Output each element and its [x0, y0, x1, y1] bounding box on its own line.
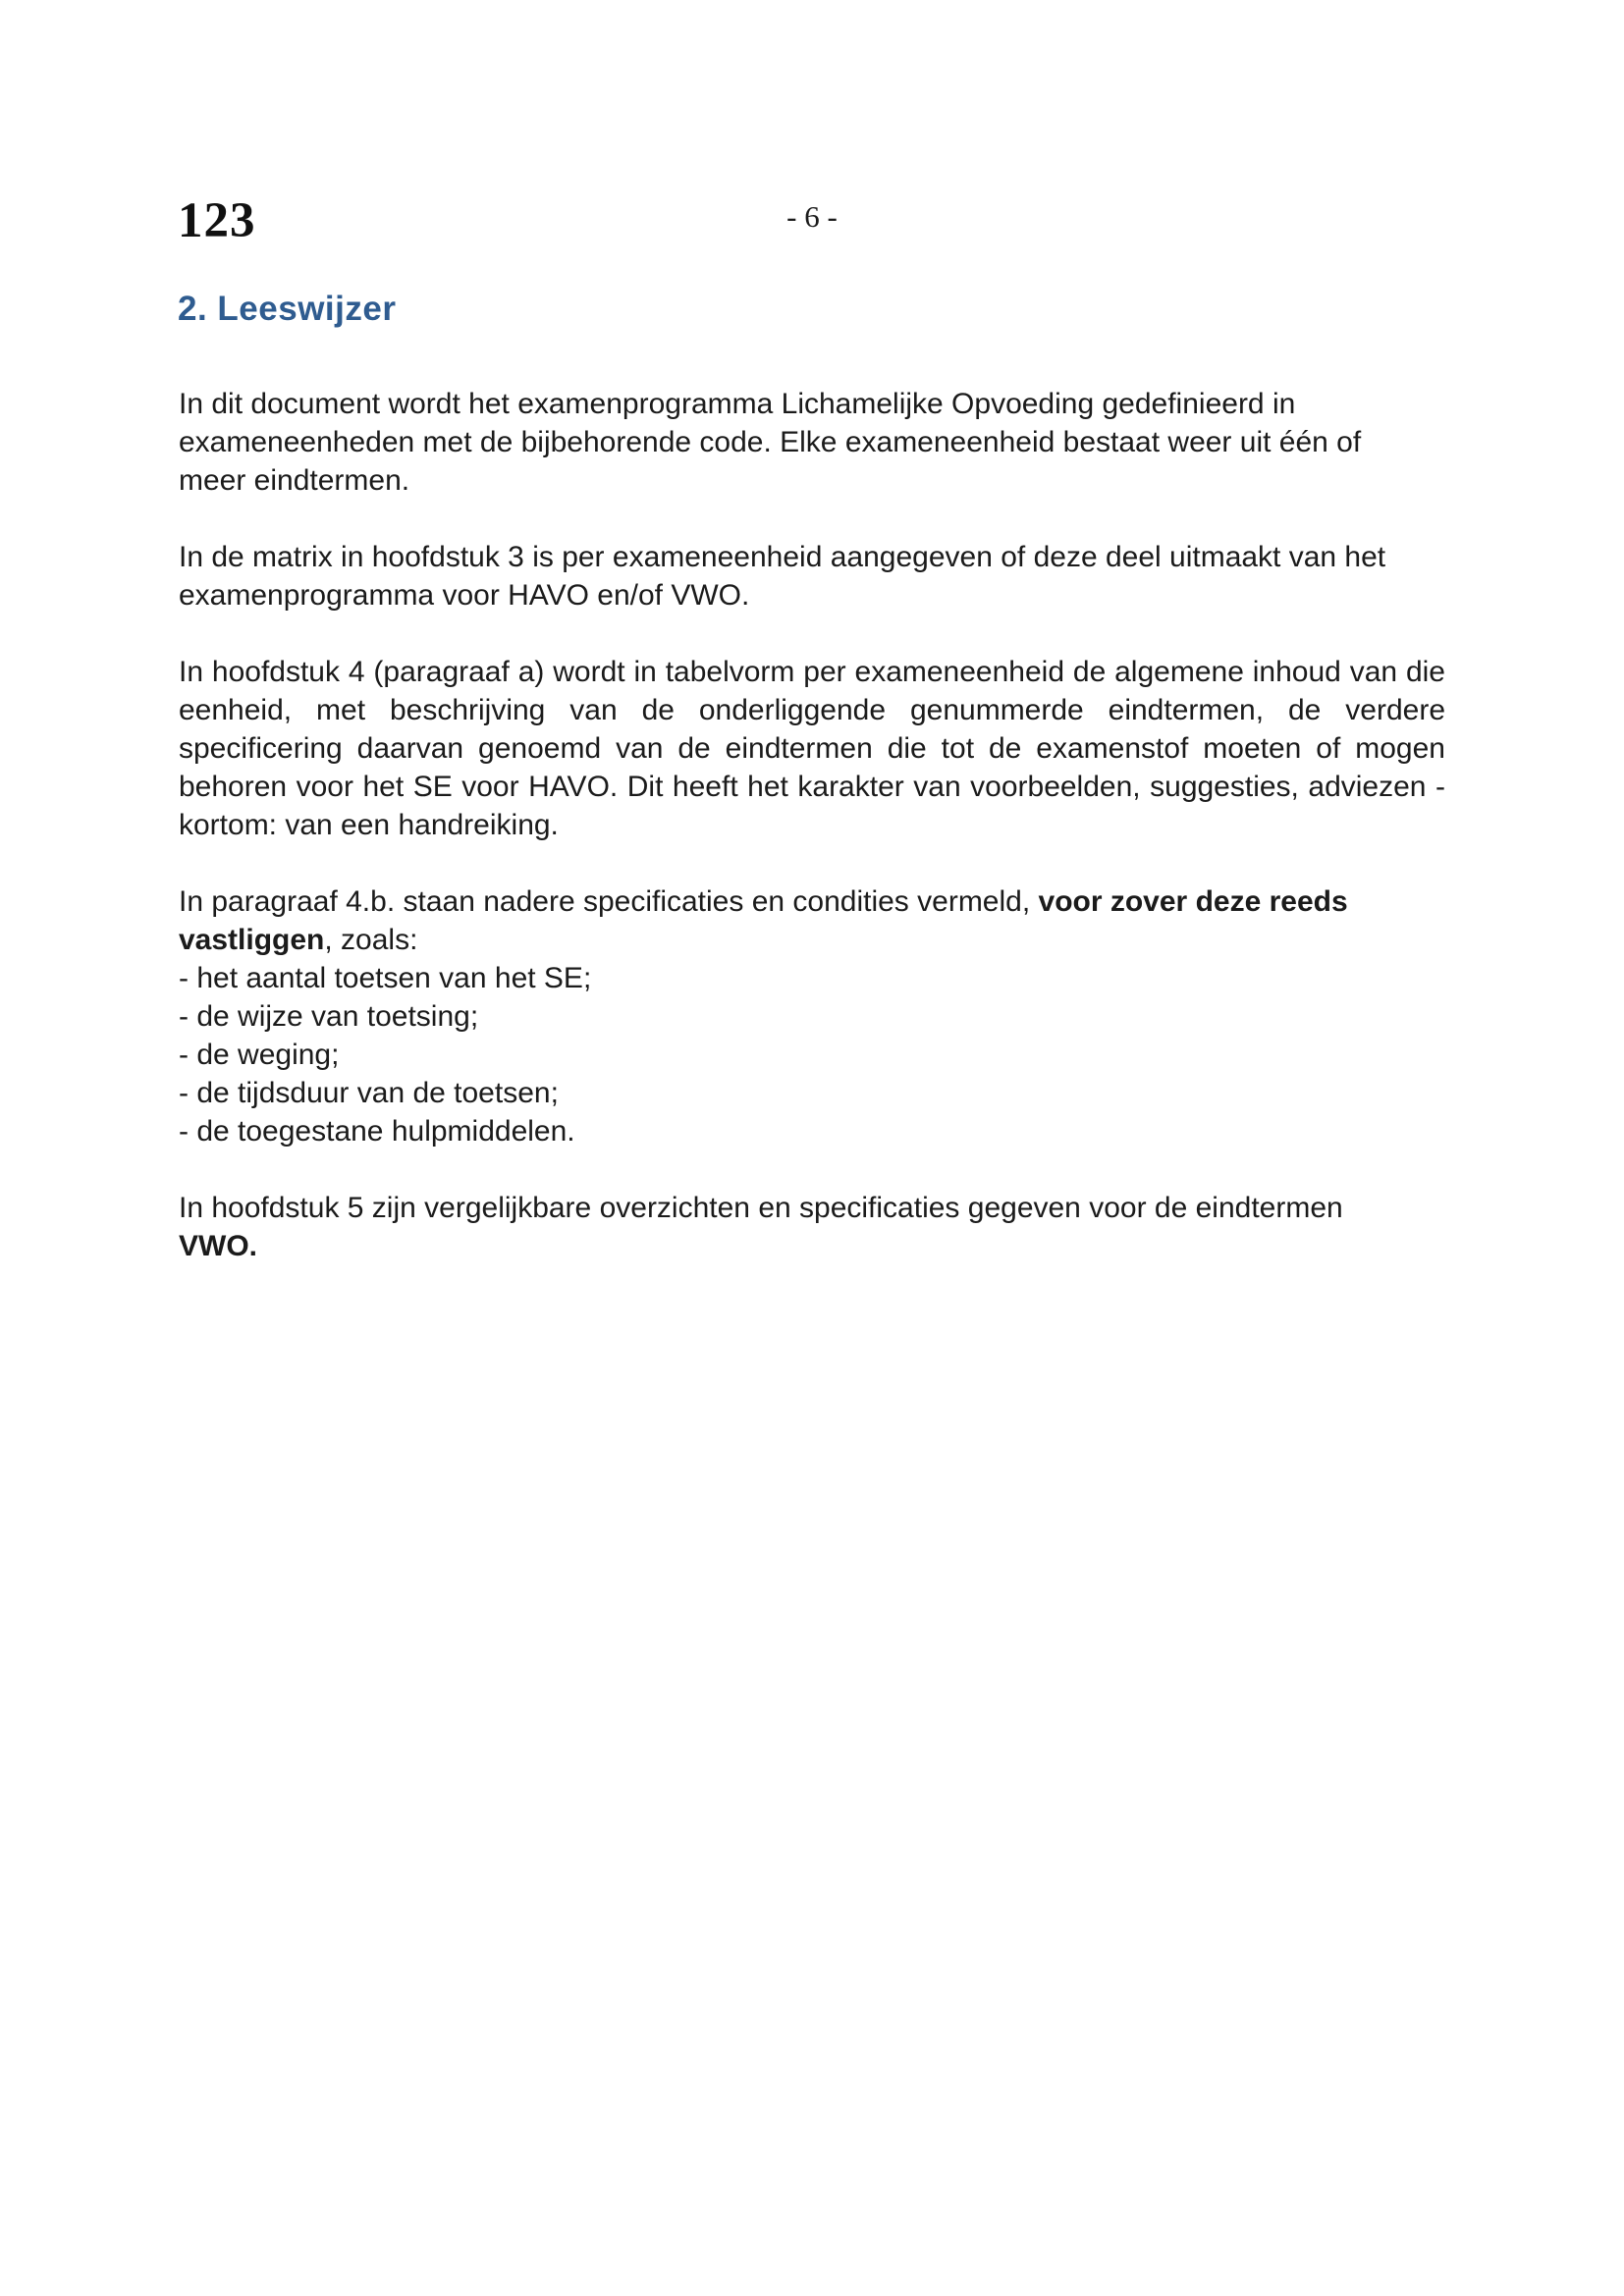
text-line — [179, 1074, 1445, 1112]
text-segment: exameneenheden met de bijbehorende code. Elke exameneenheid bestaat weer uit één of — [179, 426, 1362, 458]
text-line — [179, 921, 1445, 959]
text-segment: meer eindtermen. — [179, 464, 410, 497]
text-line — [179, 653, 1445, 691]
text-segment: In dit document wordt het examenprogramma Lichamelijke Opvoeding gedefinieerd in — [179, 388, 1296, 420]
text-line — [179, 959, 1445, 997]
text-line — [179, 882, 1445, 921]
text-line — [179, 1112, 1445, 1150]
paragraph — [179, 882, 1445, 1150]
text-segment: In hoofdstuk 4 (paragraaf a) wordt in tabelvorm per exameneenheid de algemene inhoud van die — [179, 656, 1445, 688]
document-body — [179, 385, 1445, 1265]
text-segment: - de wijze van toetsing; — [179, 1000, 479, 1033]
text-line — [179, 806, 1445, 844]
text-segment: specificering daarvan genoemd van de eindtermen die tot de examenstof moeten of mogen — [179, 732, 1445, 765]
text-line — [179, 729, 1445, 768]
text-line — [179, 423, 1445, 461]
text-segment: - het aantal toetsen van het SE; — [179, 962, 592, 994]
text-line — [179, 768, 1445, 806]
text-segment: In paragraaf 4.b. staan nadere specificaties en condities vermeld, — [179, 885, 1039, 918]
text-line — [179, 997, 1445, 1036]
paragraph — [179, 538, 1445, 614]
text-segment: In hoofdstuk 5 zijn vergelijkbare overzichten en specificaties gegeven voor de eindtermen — [179, 1192, 1343, 1224]
text-line — [179, 691, 1445, 729]
corner-number: 123 — [178, 193, 256, 248]
paragraph — [179, 1189, 1445, 1265]
text-line — [179, 1227, 1445, 1265]
text-segment: VWO. — [179, 1230, 257, 1262]
text-line — [179, 385, 1445, 423]
paragraph — [179, 653, 1445, 844]
page-number: - 6 - — [786, 199, 838, 234]
text-line — [179, 538, 1445, 576]
text-segment: - de toegestane hulpmiddelen. — [179, 1115, 575, 1148]
text-segment: vastliggen — [179, 924, 325, 956]
section-heading: 2. Leeswijzer — [178, 290, 397, 328]
paragraph — [179, 385, 1445, 500]
text-segment: - de weging; — [179, 1039, 340, 1071]
text-line — [179, 1189, 1445, 1227]
text-line — [179, 461, 1445, 500]
text-segment: examenprogramma voor HAVO en/of VWO. — [179, 579, 750, 612]
text-segment: , zoals: — [324, 924, 418, 956]
text-segment: kortom: van een handreiking. — [179, 809, 559, 841]
text-line — [179, 1036, 1445, 1074]
text-segment: behoren voor het SE voor HAVO. Dit heeft het karakter van voorbeelden, suggesties, adviezen - — [179, 771, 1445, 803]
text-segment: In de matrix in hoofdstuk 3 is per exameneenheid aangegeven of deze deel uitmaakt van het — [179, 541, 1386, 573]
text-segment: eenheid, met beschrijving van de onderliggende genummerde eindtermen, de verdere — [179, 694, 1445, 726]
text-segment: voor zover deze reeds — [1038, 885, 1348, 918]
text-line — [179, 576, 1445, 614]
text-segment: - de tijdsduur van de toetsen; — [179, 1077, 559, 1109]
